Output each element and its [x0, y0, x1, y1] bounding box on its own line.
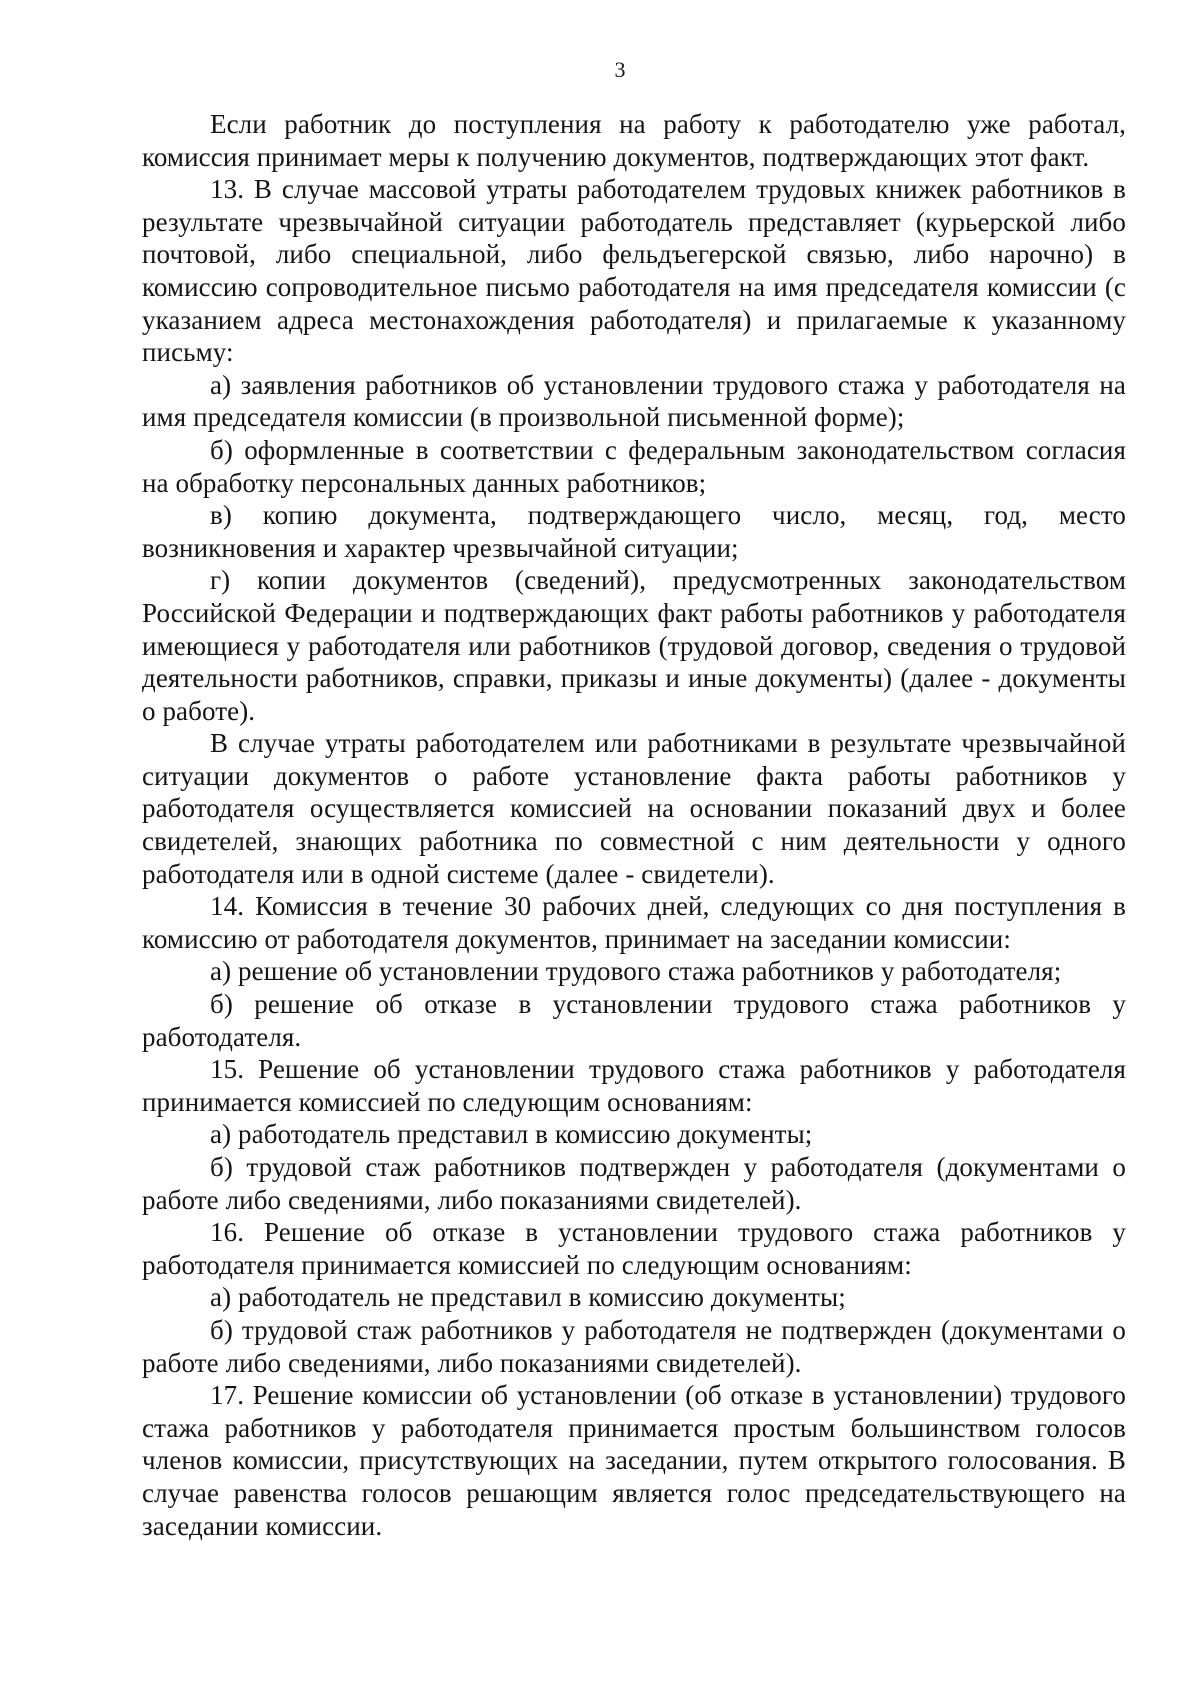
paragraph: 16. Решение об отказе в установлении трудового стажа работников у работодателя принимается комиссией по следующим основаниям: [142, 1217, 1126, 1280]
paragraph: 14. Комиссия в течение 30 рабочих дней, следующих со дня поступления в комиссию от работодателя документов, принимает на заседании комиссии: [142, 891, 1126, 954]
paragraph: б) трудовой стаж работников подтвержден у работодателя (документами о работе либо сведениями, либо показаниями свидетелей). [142, 1152, 1126, 1215]
document-body [142, 108, 1126, 1542]
paragraph: а) работодатель представил в комиссию документы; [210, 1119, 813, 1150]
paragraph: в) копию документа, подтверждающего число, месяц, год, место возникновения и характер чрезвычайной ситуации; [142, 500, 1126, 563]
paragraph: В случае утраты работодателем или работниками в результате чрезвычайной ситуации документов о работе установление факта работы работников у работодателя осуществляется комиссией на основании показаний двух и более свидетелей, знающих работника по совместной с ним деятельности у одного работодателя или в одной системе (далее - свидетели). [142, 728, 1126, 889]
paragraph: б) решение об отказе в установлении трудового стажа работников у работодателя. [142, 989, 1126, 1052]
paragraph: Если работник до поступления на работу к работодателю уже работал, комиссия принимает меры к получению документов, подтверждающих этот факт. [142, 109, 1126, 172]
paragraph: а) работодатель не представил в комиссию документы; [210, 1282, 846, 1313]
paragraph: б) оформленные в соответствии с федеральным законодательством согласия на обработку персональных данных работников; [142, 434, 1126, 498]
paragraph: а) заявления работников об установлении трудового стажа у работодателя на имя председателя комиссии (в произвольной письменной форме); [142, 369, 1126, 433]
paragraph: б) трудовой стаж работников у работодателя не подтвержден (документами о работе либо сведениями, либо показаниями свидетелей). [142, 1314, 1126, 1378]
paragraph: 15. Решение об установлении трудового стажа работников у работодателя принимается комиссией по следующим основаниям: [142, 1054, 1126, 1117]
paragraph: 17. Решение комиссии об установлении (об отказе в установлении) трудового стажа работников у работодателя принимается простым большинством голосов членов комиссии, присутствующих на заседании, путем открытого голосования. В случае равенства голосов решающим является голос председательствующего на заседании комиссии. [142, 1380, 1126, 1541]
paragraph: г) копии документов (сведений), предусмотренных законодательством Российской Федерации и подтверждающих факт работы работников у работодателя имеющиеся у работодателя или работников (трудовой договор, сведения о трудовой деятельности работников, справки, приказы и иные документы) (далее - документы о работе). [142, 565, 1126, 726]
page-number: 3 [614, 57, 626, 82]
paragraph: а) решение об установлении трудового стажа работников у работодателя; [210, 956, 1062, 987]
paragraph: 13. В случае массовой утраты работодателем трудовых книжек работников в результате чрезвычайной ситуации работодатель представляет (курьерской либо почтовой, либо специальной, либо фельдъегерской связью, либо нарочно) в комиссию сопроводительное письмо работодателя на имя председателя комиссии (с указанием адреса местонахождения работодателя) и прилагаемые к указанному письму: [142, 174, 1126, 368]
